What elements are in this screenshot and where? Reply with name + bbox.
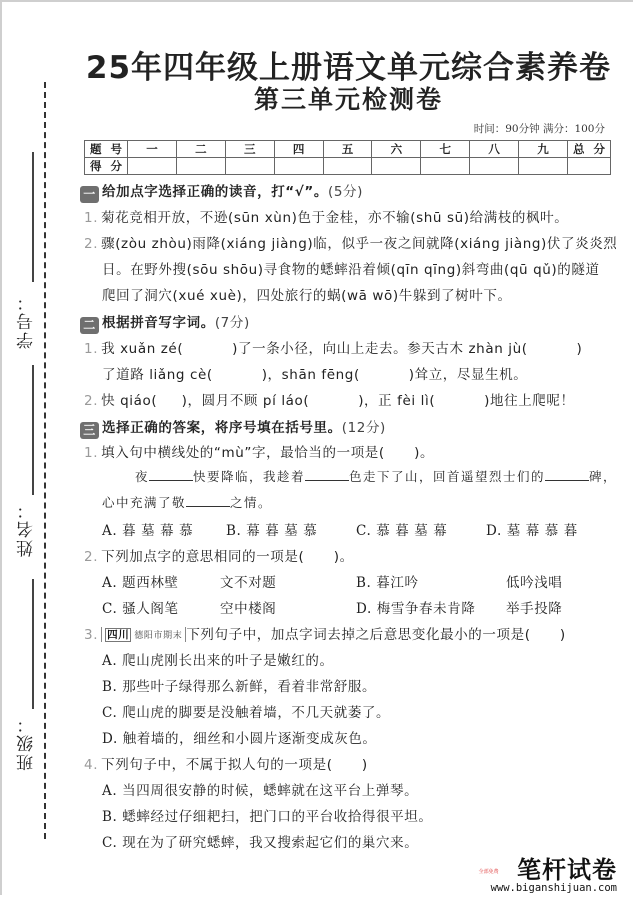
score-cell[interactable] [372,158,421,175]
question-3-4: 4. 下列句子中，不属于拟人句的一项是( ) [84,757,368,773]
score-cell[interactable] [323,158,372,175]
watermark-logo [478,850,617,894]
class-label: 班级： [17,714,37,771]
score-cell[interactable] [519,158,568,175]
section-score: (12分) [341,420,386,436]
question-3-4-option-c[interactable]: C. 现在为了研究蟋蟀，我又搜索起它们的巢穴来。 [102,835,419,851]
section-3-heading [80,416,386,439]
column-8: 八 [470,141,519,158]
question-number-header: 题 号 [85,141,128,158]
question-1-1: 1. 菊花竞相开放，不逊(sūn xùn)色于金桂，亦不输(shū sū)给满枝的枫叶。 [84,210,569,226]
score-table-score-row [85,158,611,175]
section-badge: 三 [80,422,99,439]
page-title: 25年四年级上册语文单元综合素养卷 [85,50,612,86]
question-3-3-option-c[interactable]: C. 爬山虎的脚要是没触着墙，不几天就萎了。 [102,705,391,721]
section-1-heading [80,180,363,203]
question-1-2-line-3: 爬回了洞穴(xué xuè)，四处旅行的蜗(wā wō)牛躲到了树叶下。 [102,288,512,304]
question-3-2: 2. 下列加点字的意思相同的一项是( )。 [84,549,354,565]
score-cell[interactable] [470,158,519,175]
score-cell[interactable] [176,158,225,175]
column-5: 五 [323,141,372,158]
student-id-label: 学号： [17,292,37,349]
option-d[interactable]: D. 梅雪争春未肯降 [356,601,476,617]
question-3-4-option-b[interactable]: B. 蟋蟀经过仔细耙扫，把门口的平台收拾得很平坦。 [102,809,433,825]
cut-line [44,82,46,839]
question-2-2: 2. 快 qiáo( )，圆月不顾 pí láo( )，正 fèi lì( )地往上爬呢！ [84,393,575,409]
section-score: (7分) [214,315,250,331]
score-cell[interactable] [128,158,177,175]
option-c[interactable]: C. 慕 暮 墓 幕 [356,523,448,539]
page-subtitle: 第三单元检测卷 [253,85,443,114]
watermark-url[interactable]: www.biganshijuan.com [490,882,617,894]
column-3: 三 [225,141,274,158]
column-1: 一 [128,141,177,158]
question-3-1-passage-line-1: 夜 快要降临，我趁着 色走下了山，回首遥望烈士们的 碑， [135,469,618,484]
column-7: 七 [421,141,470,158]
binding-margin [2,2,62,897]
fill-blank[interactable] [149,468,193,481]
option-a[interactable]: A. 题西林壁 [102,575,179,591]
section-score: (5分) [327,184,363,200]
question-3-3-option-d[interactable]: D. 触着墙的，细丝和小圆片逐渐变成灰色。 [102,731,377,747]
option-b[interactable]: B. 幕 暮 墓 慕 [226,523,318,539]
score-cell[interactable] [274,158,323,175]
question-3-3-option-b[interactable]: B. 那些叶子绿得那么新鲜，看着非常舒服。 [102,679,377,695]
column-9: 九 [519,141,568,158]
score-cell[interactable] [225,158,274,175]
score-table-header-row [85,141,611,158]
section-title: 选择正确的答案，将序号填在括号里。 [102,420,342,436]
option-d[interactable]: D. 墓 幕 慕 暮 [486,523,578,539]
question-3-1-passage-line-2: 心中充满了敬 之情。 [102,495,273,510]
option-a[interactable]: A. 暮 墓 幕 慕 [102,523,194,539]
question-3-3-option-a[interactable]: A. 爬山虎刚长出来的叶子是嫩红的。 [102,653,334,669]
student-id-line-bottom[interactable] [32,365,34,495]
section-badge: 一 [80,186,99,203]
fill-blank[interactable] [305,468,349,481]
score-table [84,140,611,175]
question-2-1-line-2: 了道路 liǎng cè( )，shān fēng( )耸立，尽显生机。 [102,367,528,383]
question-3-4-option-a[interactable]: A. 当四周很安静的时候，蟋蟀就在这平台上弹琴。 [102,783,419,799]
region-tag: 四川 德阳市期末 [101,627,186,642]
section-title: 根据拼音写字词。 [102,315,215,331]
column-4: 四 [274,141,323,158]
section-2-heading [80,311,250,334]
name-line[interactable] [32,579,34,709]
total-header: 总 分 [568,141,611,158]
option-c[interactable]: C. 骚人阁笔 [102,601,179,617]
name-label: 姓名： [17,500,37,557]
fill-blank[interactable] [545,468,589,481]
score-cell[interactable] [421,158,470,175]
question-2-1: 1. 我 xuǎn zé( )了一条小径，向山上走去。参天古木 zhàn jù( ) [84,341,583,357]
column-6: 六 [372,141,421,158]
column-2: 二 [176,141,225,158]
fill-blank[interactable] [186,494,230,507]
question-3-3: 3. 四川 德阳市期末 下列句子中，加点字词去掉之后意思变化最小的一项是( ) [84,627,566,643]
question-3-1: 1. 填入句中横线处的“mù”字，最恰当的一项是( )。 [84,445,435,461]
score-header: 得 分 [85,158,128,175]
total-score-cell[interactable] [568,158,611,175]
student-id-line-top[interactable] [32,152,34,282]
watermark-tag: 全部免费 [478,869,499,875]
option-b[interactable]: B. 暮江吟 [356,575,419,591]
question-1-2: 2. 骤(zòu zhòu)雨降(xiáng jiàng)临，似乎一夜之间就降(xiáng jiàng)伏了炎炎烈 [84,236,618,252]
question-1-2-line-2: 日。在野外搜(sōu shōu)寻食物的蟋蟀沿着倾(qīn qīng)斜弯曲(qū qǔ)的隧道 [102,262,600,278]
section-title: 给加点字选择正确的读音，打“√”。 [102,184,328,200]
exam-info: 时间：90分钟 满分：100分 [473,123,605,135]
watermark-title: 笔杆试卷 [517,856,617,884]
section-badge: 二 [80,317,99,334]
